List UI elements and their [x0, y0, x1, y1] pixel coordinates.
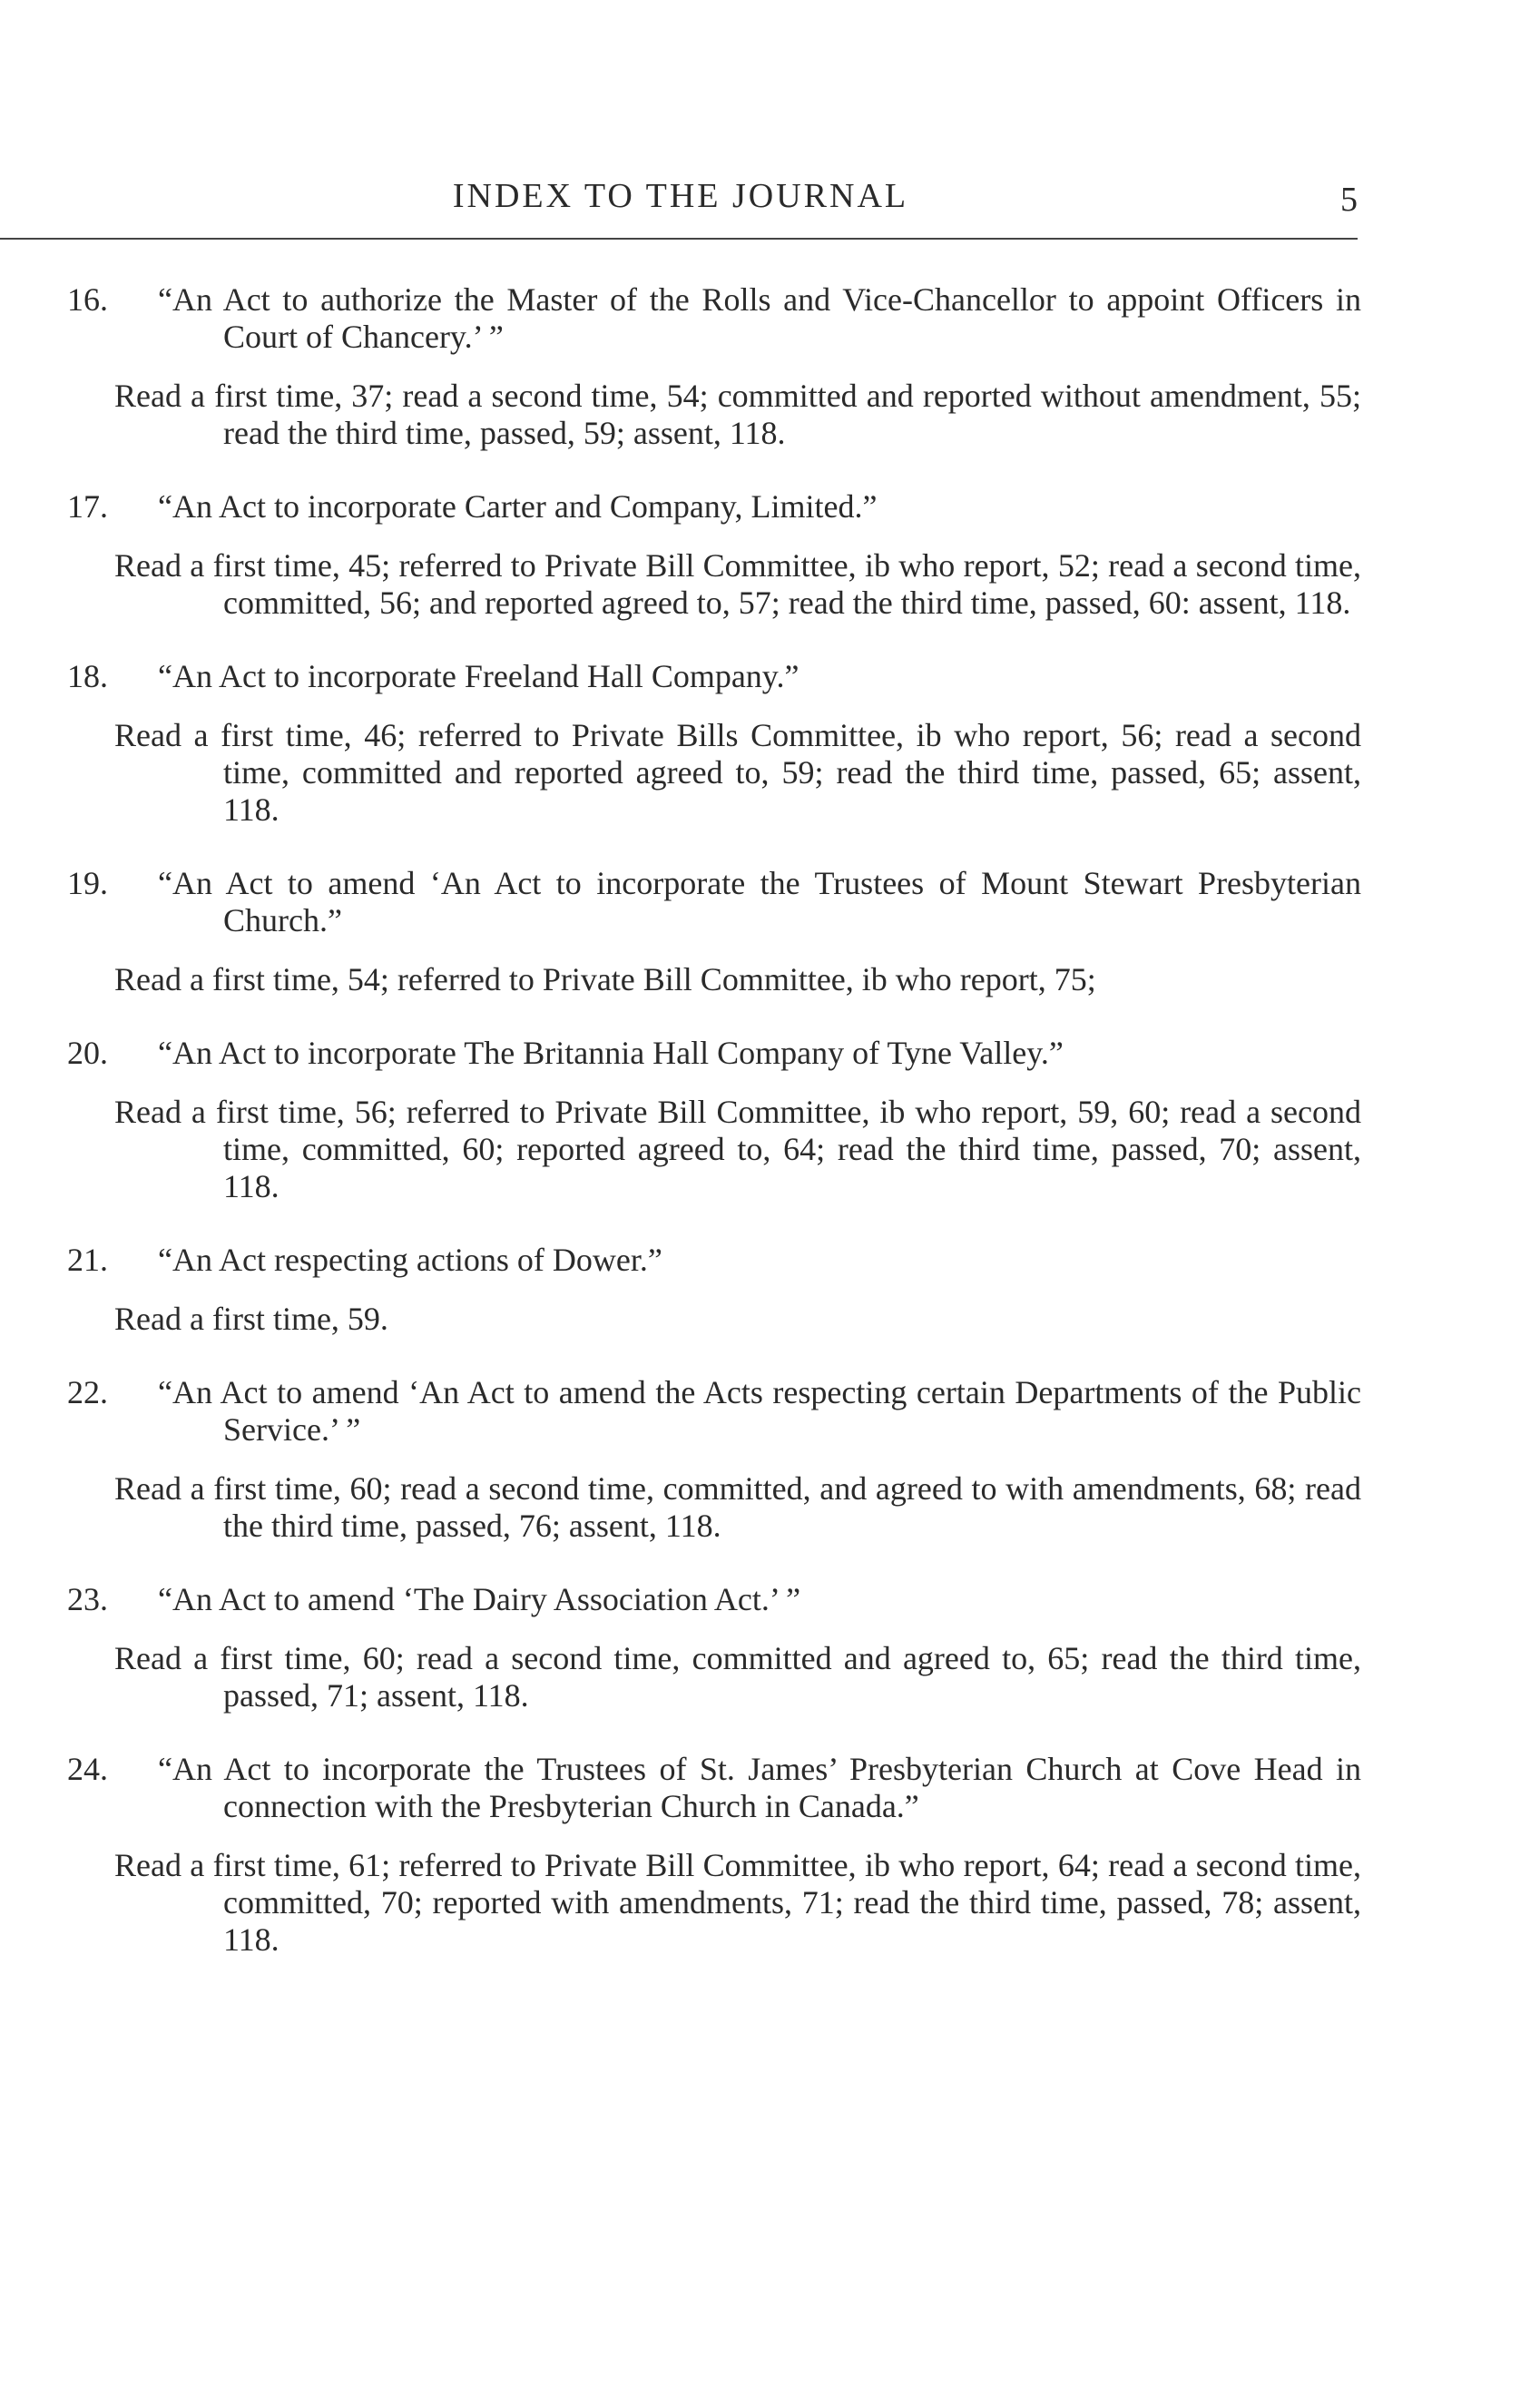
index-entry [67, 1751, 1361, 1959]
entry-title: “An Act to authorize the Master of the Rolls and Vice-Chancellor to appoint Officers in Court of Chancery.’ ” [158, 281, 1361, 355]
entry-record: Read a first time, 45; referred to Private Bill Committee, ib who report, 52; read a second time, committed, 56; and reported agreed to, 57; read the third time, passed, 60: assent, 118. [114, 547, 1361, 621]
page-number: 5 [1340, 181, 1358, 219]
entry-record: Read a first time, 56; referred to Private Bill Committee, ib who report, 59, 60; read a second time, committed, 60; reported agreed to, 64; read the third time, passed, 70; assent, 118. [114, 1094, 1361, 1204]
entry-record: Read a first time, 46; referred to Private Bills Committee, ib who report, 56; read a second time, committed and reported agreed to, 59; read the third time, passed, 65; assent, 118. [114, 717, 1361, 828]
entry-number: 23. [67, 1581, 108, 1617]
entry-heading [67, 281, 1361, 356]
running-head [91, 167, 1358, 221]
entry-title: “An Act to amend ‘An Act to incorporate the Trustees of Mount Stewart Presbyterian Church.” [158, 865, 1361, 938]
index-entry [67, 1242, 1361, 1338]
entry-heading [67, 1374, 1361, 1449]
entry-title: “An Act to incorporate the Trustees of St. James’ Presbyterian Church at Cove Head in connection with the Presbyterian Church in Canada.” [158, 1751, 1361, 1824]
entry-heading [67, 1242, 1361, 1279]
entry-number: 21. [67, 1242, 108, 1278]
entry-number: 17. [67, 488, 108, 525]
entry-heading [67, 1581, 1361, 1618]
entry-heading [67, 658, 1361, 695]
entry-heading [67, 1751, 1361, 1825]
entry-record: Read a first time, 60; read a second time, committed and agreed to, 65; read the third time, passed, 71; assent, 118. [114, 1640, 1361, 1714]
entry-number: 18. [67, 658, 108, 694]
entry-title: “An Act respecting actions of Dower.” [158, 1242, 662, 1278]
entry-record: Read a first time, 54; referred to Private Bill Committee, ib who report, 75; [114, 961, 1096, 997]
entry-record: Read a first time, 37; read a second time, 54; committed and reported without amendment, 55; read the third time, passed, 59; assent, 118. [114, 378, 1361, 451]
entry-record: Read a first time, 60; read a second time, committed, and agreed to with amendments, 68; read the third time, passed, 76; assent, 118. [114, 1470, 1361, 1544]
index-entries [67, 281, 1361, 1995]
index-entry [67, 865, 1361, 998]
index-entry [67, 281, 1361, 452]
entry-title: “An Act to incorporate Carter and Company, Limited.” [158, 488, 878, 525]
entry-title: “An Act to amend ‘An Act to amend the Acts respecting certain Departments of the Public Service.’ ” [158, 1374, 1361, 1448]
entry-number: 22. [67, 1374, 108, 1410]
entry-title: “An Act to amend ‘The Dairy Association Act.’ ” [158, 1581, 801, 1617]
index-entry [67, 1035, 1361, 1205]
entry-record: Read a first time, 61; referred to Private Bill Committee, ib who report, 64; read a second time, committed, 70; reported with amendments, 71; read the third time, passed, 78; assent, 118. [114, 1847, 1361, 1958]
entry-heading [67, 488, 1361, 526]
entry-title: “An Act to incorporate The Britannia Hall Company of Tyne Valley.” [158, 1035, 1064, 1071]
entry-number: 24. [67, 1751, 108, 1787]
index-entry [67, 488, 1361, 622]
entry-heading [67, 865, 1361, 939]
entry-heading [67, 1035, 1361, 1072]
running-title: INDEX TO THE JOURNAL [452, 177, 909, 215]
index-entry [67, 658, 1361, 829]
entry-number: 19. [67, 865, 108, 901]
entry-number: 20. [67, 1035, 108, 1071]
entry-title: “An Act to incorporate Freeland Hall Company.” [158, 658, 799, 694]
index-entry [67, 1581, 1361, 1714]
header-rule [0, 238, 1358, 240]
index-entry [67, 1374, 1361, 1545]
entry-record: Read a first time, 59. [114, 1301, 388, 1337]
entry-number: 16. [67, 281, 108, 318]
